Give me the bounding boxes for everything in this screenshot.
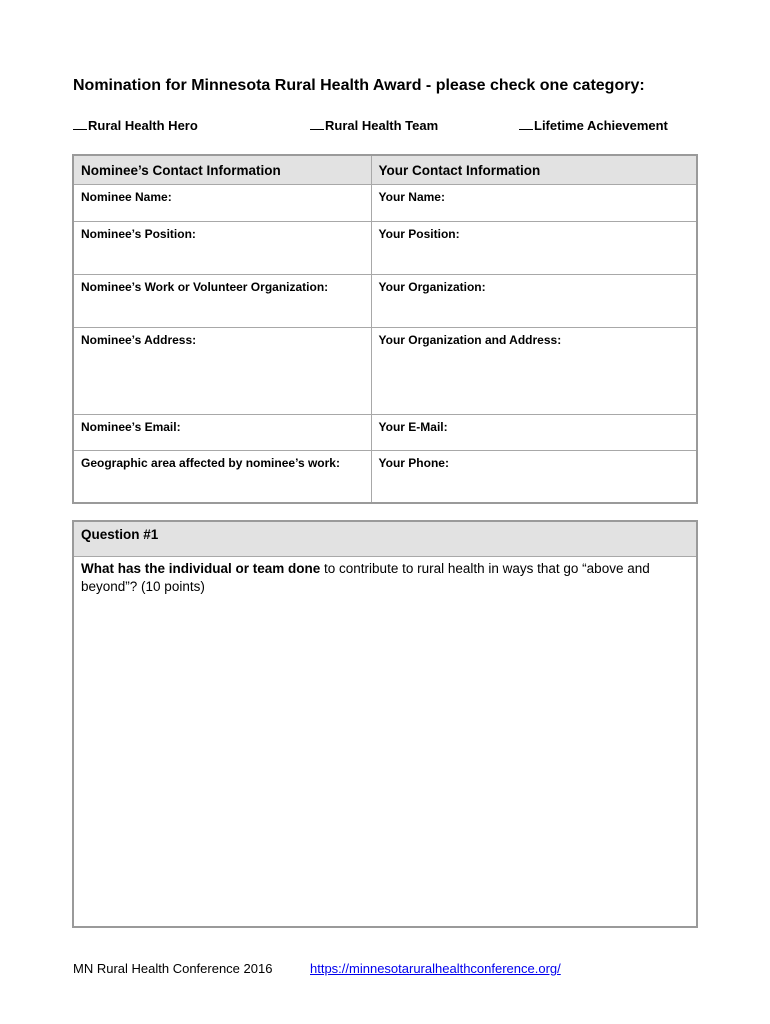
table-row (73, 222, 697, 275)
nominee-contact-header: Nominee’s Contact Information (73, 155, 371, 185)
nominee-position-field[interactable]: Nominee’s Position: (73, 222, 371, 275)
table-row (73, 275, 697, 328)
checkbox-blank[interactable] (519, 118, 533, 130)
table-header-row (73, 155, 697, 185)
category-rural-health-hero[interactable] (73, 118, 198, 133)
your-contact-header: Your Contact Information (371, 155, 697, 185)
table-row (73, 185, 697, 222)
question-1-box (72, 520, 698, 928)
form-title: Nomination for Minnesota Rural Health Award - please check one category: (73, 77, 645, 94)
category-rural-health-team[interactable] (310, 118, 438, 133)
category-label: Lifetime Achievement (534, 118, 668, 133)
question-header: Question #1 (74, 522, 696, 557)
category-options (0, 118, 770, 138)
your-name-field[interactable]: Your Name: (371, 185, 697, 222)
your-organization-address-field[interactable]: Your Organization and Address: (371, 328, 697, 415)
category-lifetime-achievement[interactable] (519, 118, 668, 133)
nominee-email-field[interactable]: Nominee’s Email: (73, 415, 371, 451)
checkbox-blank[interactable] (73, 118, 87, 130)
question-bold-text: What has the individual or team done (81, 561, 321, 576)
table-row (73, 415, 697, 451)
geographic-area-field[interactable]: Geographic area affected by nominee’s work: (73, 451, 371, 503)
conference-link[interactable]: https://minnesotaruralhealthconference.org/ (310, 961, 561, 976)
your-email-field[interactable]: Your E-Mail: (371, 415, 697, 451)
your-organization-field[interactable]: Your Organization: (371, 275, 697, 328)
your-position-field[interactable]: Your Position: (371, 222, 697, 275)
category-label: Rural Health Hero (88, 118, 198, 133)
table-row (73, 328, 697, 415)
your-phone-field[interactable]: Your Phone: (371, 451, 697, 503)
question-rest-text: to contribute to rural health in ways that go “above and beyond”? (10 points) (81, 561, 650, 594)
question-text[interactable] (74, 557, 696, 596)
conference-name: MN Rural Health Conference 2016 (73, 961, 273, 976)
nominee-name-field[interactable]: Nominee Name: (73, 185, 371, 222)
nominee-address-field[interactable]: Nominee’s Address: (73, 328, 371, 415)
table-row (73, 451, 697, 503)
nominee-organization-field[interactable]: Nominee’s Work or Volunteer Organization: (73, 275, 371, 328)
contact-information-table (72, 154, 698, 504)
category-label: Rural Health Team (325, 118, 439, 133)
checkbox-blank[interactable] (310, 118, 324, 130)
